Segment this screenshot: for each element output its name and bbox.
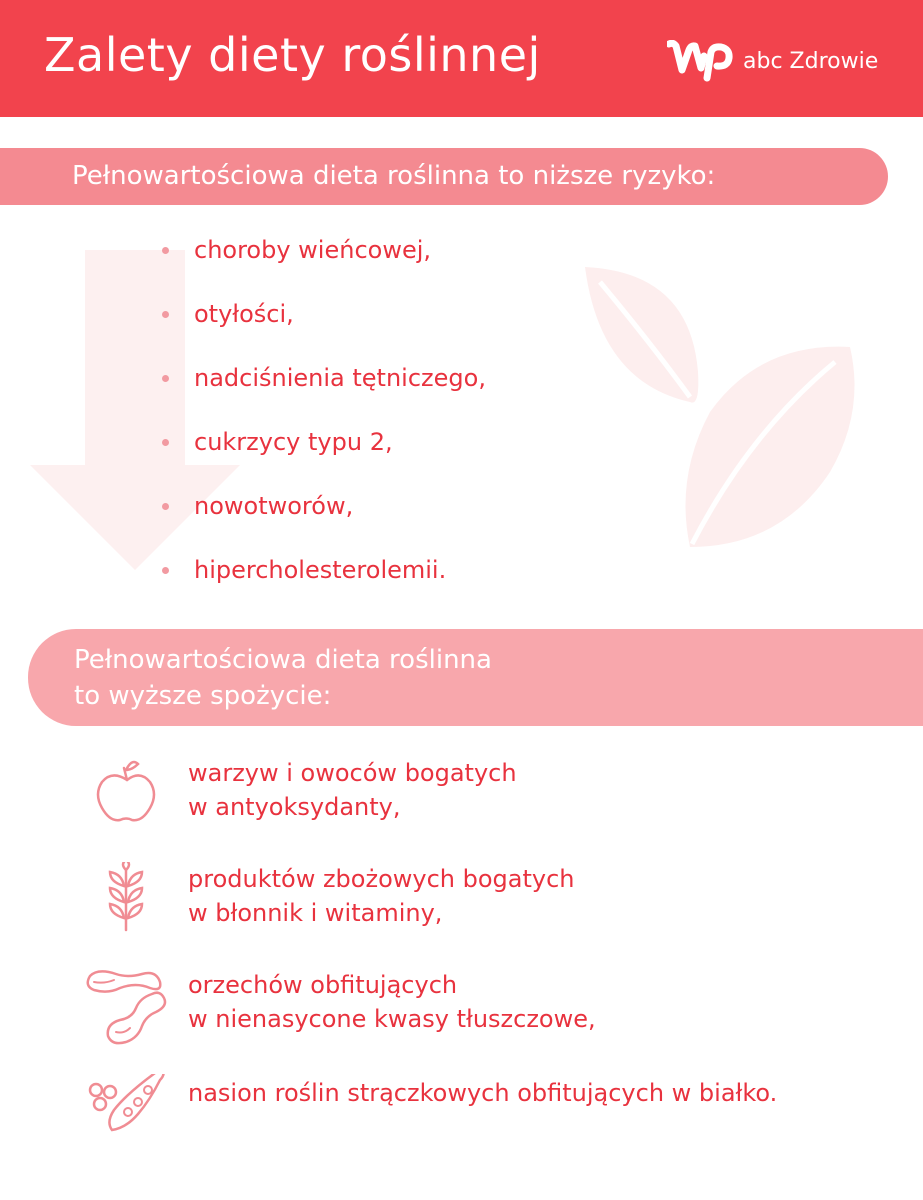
list-item: cukrzycy typu 2, xyxy=(160,422,486,486)
list-item: choroby wieńcowej, xyxy=(160,230,486,294)
pea-pod-icon xyxy=(80,1074,170,1154)
wheat-icon xyxy=(80,862,170,942)
food-item-text: produktów zbożowych bogatych w błonnik i witaminy, xyxy=(188,865,575,927)
intake-heading-band xyxy=(28,629,923,726)
food-item-legumes xyxy=(80,1074,910,1154)
wp-logo-icon xyxy=(667,40,733,82)
bullet-icon xyxy=(162,567,169,574)
bullet-icon xyxy=(162,247,169,254)
list-item: hipercholesterolemii. xyxy=(160,550,486,614)
list-item: nowotworów, xyxy=(160,486,486,550)
peanut-icon xyxy=(80,968,170,1048)
brand[interactable] xyxy=(667,38,878,84)
intake-heading-line2: to wyższe spożycie: xyxy=(74,681,332,711)
risk-heading: Pełnowartościowa dieta roślinna to niższe ryzyko: xyxy=(72,161,716,191)
risk-heading-band xyxy=(0,148,888,205)
brand-name: abc Zdrowie xyxy=(743,48,879,74)
bullet-icon xyxy=(162,375,169,382)
food-item-text: nasion roślin strączkowych obfitujących w białko. xyxy=(188,1079,778,1107)
food-item-fruit xyxy=(80,756,910,836)
bullet-icon xyxy=(162,311,169,318)
apple-icon xyxy=(80,756,170,836)
page-title: Zalety diety roślinnej xyxy=(44,28,541,82)
bullet-icon xyxy=(162,503,169,510)
food-item-text: orzechów obfitujących w nienasycone kwasy tłuszczowe, xyxy=(188,971,596,1033)
leaves-icon xyxy=(580,262,870,552)
list-item: otyłości, xyxy=(160,294,486,358)
food-item-grain xyxy=(80,862,910,942)
intake-heading-line1: Pełnowartościowa dieta roślinna xyxy=(74,645,492,675)
food-item-text: warzyw i owoców bogatych w antyoksydanty, xyxy=(188,759,517,821)
risk-list xyxy=(160,230,486,614)
bullet-icon xyxy=(162,439,169,446)
list-item: nadciśnienia tętniczego, xyxy=(160,358,486,422)
header-bar xyxy=(0,0,923,117)
food-item-nuts xyxy=(80,968,910,1048)
